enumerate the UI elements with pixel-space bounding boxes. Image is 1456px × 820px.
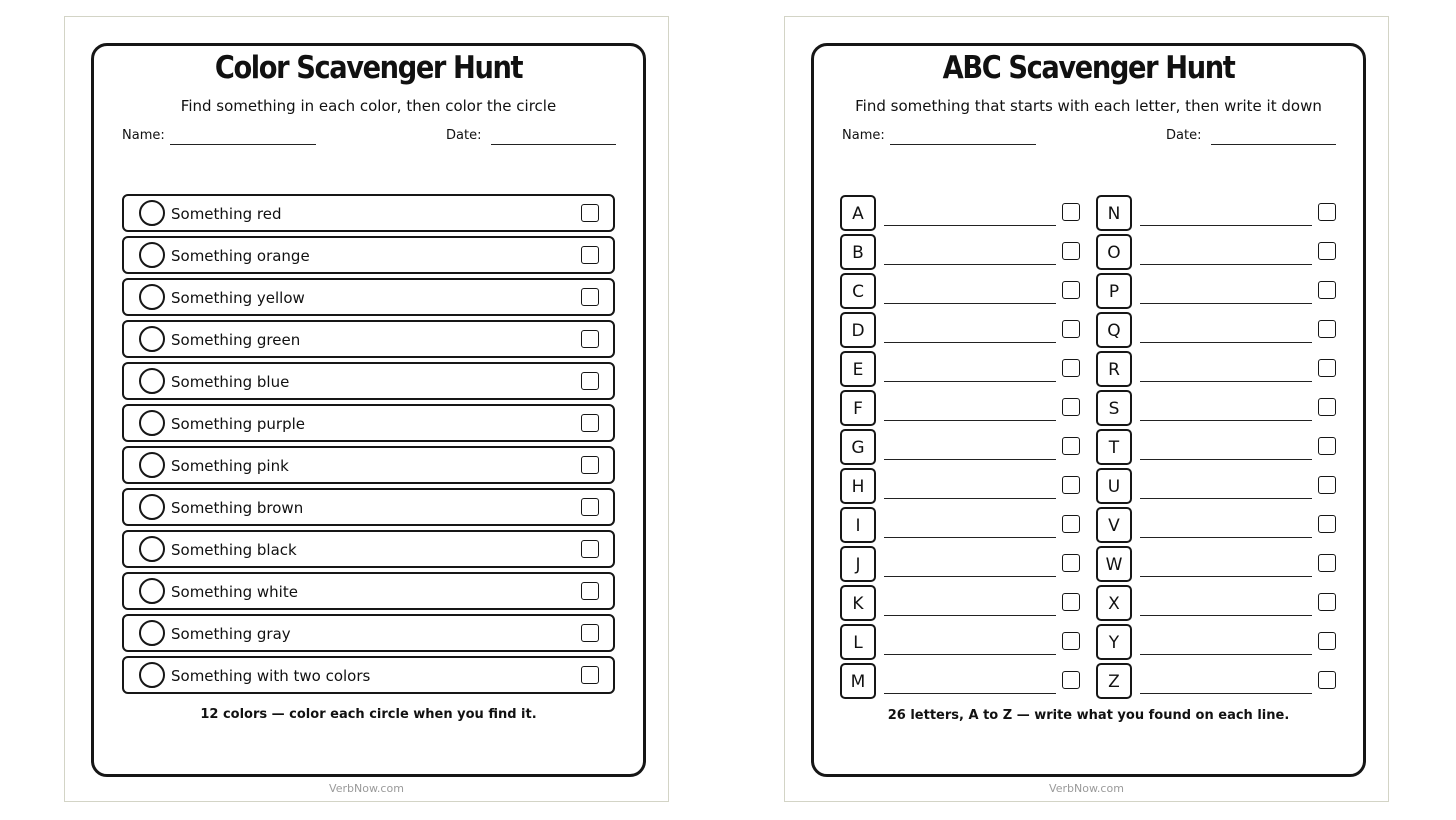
letter-box: S <box>1096 390 1132 426</box>
name-label: Name: <box>842 128 885 143</box>
letter-row <box>1096 390 1341 426</box>
letter-row <box>1096 624 1341 660</box>
answer-line[interactable] <box>884 342 1056 343</box>
answer-line[interactable] <box>884 420 1056 421</box>
abc-scavenger-sheet <box>784 16 1389 802</box>
found-checkbox[interactable] <box>1318 320 1336 338</box>
found-checkbox[interactable] <box>581 372 599 390</box>
found-checkbox[interactable] <box>1062 203 1080 221</box>
letter-box: J <box>840 546 876 582</box>
sheet-frame <box>91 43 646 777</box>
found-checkbox[interactable] <box>1062 242 1080 260</box>
color-item-row <box>122 362 615 400</box>
color-circle[interactable] <box>139 242 165 268</box>
answer-line[interactable] <box>884 225 1056 226</box>
color-scavenger-sheet <box>64 16 669 802</box>
found-checkbox[interactable] <box>581 456 599 474</box>
letter-box: T <box>1096 429 1132 465</box>
letter-row <box>840 624 1085 660</box>
letter-row <box>840 585 1085 621</box>
color-item-row <box>122 278 615 316</box>
letter-row <box>840 468 1085 504</box>
found-checkbox[interactable] <box>1318 476 1336 494</box>
color-item-row <box>122 572 615 610</box>
color-circle[interactable] <box>139 620 165 646</box>
letter-box: R <box>1096 351 1132 387</box>
letter-box: O <box>1096 234 1132 270</box>
name-label: Name: <box>122 128 165 143</box>
letter-row <box>1096 546 1341 582</box>
found-checkbox[interactable] <box>1062 632 1080 650</box>
letter-box: E <box>840 351 876 387</box>
answer-line[interactable] <box>1140 381 1312 382</box>
answer-line[interactable] <box>1140 537 1312 538</box>
found-checkbox[interactable] <box>1318 515 1336 533</box>
color-item-row <box>122 656 615 694</box>
answer-line[interactable] <box>884 459 1056 460</box>
found-checkbox[interactable] <box>1318 359 1336 377</box>
found-checkbox[interactable] <box>1062 476 1080 494</box>
found-checkbox[interactable] <box>1318 593 1336 611</box>
letter-box: X <box>1096 585 1132 621</box>
color-item-label: Something pink <box>171 457 289 475</box>
color-item-label: Something gray <box>171 625 291 643</box>
found-checkbox[interactable] <box>1062 515 1080 533</box>
letter-row <box>840 351 1085 387</box>
letter-box: M <box>840 663 876 699</box>
answer-line[interactable] <box>884 576 1056 577</box>
letter-box: L <box>840 624 876 660</box>
answer-line[interactable] <box>884 615 1056 616</box>
answer-line[interactable] <box>1140 654 1312 655</box>
letter-row <box>1096 663 1341 699</box>
answer-line[interactable] <box>884 693 1056 694</box>
color-item-label: Something white <box>171 583 298 601</box>
found-checkbox[interactable] <box>581 540 599 558</box>
letter-box: P <box>1096 273 1132 309</box>
letter-box: N <box>1096 195 1132 231</box>
answer-line[interactable] <box>884 264 1056 265</box>
color-item-label: Something with two colors <box>171 667 371 685</box>
letter-box: H <box>840 468 876 504</box>
page-title: ABC Scavenger Hunt <box>942 50 1235 86</box>
sheet-frame <box>811 43 1366 777</box>
letter-row <box>1096 429 1341 465</box>
found-checkbox[interactable] <box>581 624 599 642</box>
watermark: VerbNow.com <box>329 782 404 795</box>
letter-box: A <box>840 195 876 231</box>
color-circle[interactable] <box>139 284 165 310</box>
answer-line[interactable] <box>884 537 1056 538</box>
date-label: Date: <box>446 128 482 143</box>
letter-row <box>840 390 1085 426</box>
letter-box: I <box>840 507 876 543</box>
footnote: 12 colors — color each circle when you find it. <box>200 707 537 722</box>
color-item-row <box>122 446 615 484</box>
found-checkbox[interactable] <box>1318 437 1336 455</box>
answer-line[interactable] <box>1140 459 1312 460</box>
name-field[interactable] <box>890 144 1036 145</box>
letter-row <box>1096 312 1341 348</box>
page-title: Color Scavenger Hunt <box>214 50 523 86</box>
answer-line[interactable] <box>884 303 1056 304</box>
date-field[interactable] <box>1211 144 1336 145</box>
letter-row <box>840 507 1085 543</box>
letter-row <box>1096 234 1341 270</box>
color-item-label: Something orange <box>171 247 310 265</box>
letter-box: B <box>840 234 876 270</box>
found-checkbox[interactable] <box>1318 632 1336 650</box>
letter-row <box>840 195 1085 231</box>
letter-row <box>1096 273 1341 309</box>
letter-row <box>1096 195 1341 231</box>
found-checkbox[interactable] <box>1062 398 1080 416</box>
color-circle[interactable] <box>139 662 165 688</box>
letter-box: V <box>1096 507 1132 543</box>
color-item-label: Something brown <box>171 499 304 517</box>
answer-line[interactable] <box>1140 342 1312 343</box>
letter-box: U <box>1096 468 1132 504</box>
watermark: VerbNow.com <box>1049 782 1124 795</box>
found-checkbox[interactable] <box>1318 554 1336 572</box>
found-checkbox[interactable] <box>581 330 599 348</box>
color-circle[interactable] <box>139 536 165 562</box>
letter-row <box>840 234 1085 270</box>
date-label: Date: <box>1166 128 1202 143</box>
found-checkbox[interactable] <box>1318 281 1336 299</box>
color-item-row <box>122 236 615 274</box>
letter-box: Z <box>1096 663 1132 699</box>
found-checkbox[interactable] <box>1062 593 1080 611</box>
letter-box: C <box>840 273 876 309</box>
found-checkbox[interactable] <box>581 204 599 222</box>
found-checkbox[interactable] <box>1062 671 1080 689</box>
color-circle[interactable] <box>139 410 165 436</box>
found-checkbox[interactable] <box>581 414 599 432</box>
color-item-row <box>122 488 615 526</box>
found-checkbox[interactable] <box>1062 320 1080 338</box>
color-item-row <box>122 614 615 652</box>
letter-row <box>840 546 1085 582</box>
color-item-row <box>122 320 615 358</box>
found-checkbox[interactable] <box>581 666 599 684</box>
letter-box: K <box>840 585 876 621</box>
name-field[interactable] <box>170 144 316 145</box>
answer-line[interactable] <box>884 498 1056 499</box>
footnote: 26 letters, A to Z — write what you found on each line. <box>887 708 1290 723</box>
answer-line[interactable] <box>1140 420 1312 421</box>
found-checkbox[interactable] <box>1318 398 1336 416</box>
color-item-label: Something yellow <box>171 289 305 307</box>
found-checkbox[interactable] <box>1318 203 1336 221</box>
date-field[interactable] <box>491 144 616 145</box>
answer-line[interactable] <box>1140 576 1312 577</box>
letter-row <box>1096 468 1341 504</box>
letter-box: Q <box>1096 312 1132 348</box>
letter-row <box>1096 351 1341 387</box>
found-checkbox[interactable] <box>581 288 599 306</box>
color-item-row <box>122 194 615 232</box>
color-item-label: Something red <box>171 205 282 223</box>
letter-box: G <box>840 429 876 465</box>
color-item-label: Something blue <box>171 373 290 391</box>
page-subtitle: Find something in each color, then color the circle <box>180 97 557 115</box>
answer-line[interactable] <box>884 381 1056 382</box>
color-item-label: Something black <box>171 541 297 559</box>
letter-row <box>840 429 1085 465</box>
letter-row <box>840 663 1085 699</box>
answer-line[interactable] <box>1140 264 1312 265</box>
answer-line[interactable] <box>1140 225 1312 226</box>
color-circle[interactable] <box>139 326 165 352</box>
letter-row <box>1096 507 1341 543</box>
answer-line[interactable] <box>1140 498 1312 499</box>
found-checkbox[interactable] <box>1062 554 1080 572</box>
color-item-row <box>122 530 615 568</box>
color-item-row <box>122 404 615 442</box>
answer-line[interactable] <box>1140 303 1312 304</box>
color-item-label: Something purple <box>171 415 306 433</box>
letter-box: D <box>840 312 876 348</box>
found-checkbox[interactable] <box>1062 437 1080 455</box>
found-checkbox[interactable] <box>581 246 599 264</box>
found-checkbox[interactable] <box>1062 281 1080 299</box>
answer-line[interactable] <box>884 654 1056 655</box>
answer-line[interactable] <box>1140 693 1312 694</box>
color-item-label: Something green <box>171 331 301 349</box>
letter-box: Y <box>1096 624 1132 660</box>
found-checkbox[interactable] <box>581 582 599 600</box>
letter-row <box>840 273 1085 309</box>
color-circle[interactable] <box>139 368 165 394</box>
page-subtitle: Find something that starts with each letter, then write it down <box>855 97 1322 115</box>
found-checkbox[interactable] <box>1062 359 1080 377</box>
color-circle[interactable] <box>139 200 165 226</box>
letter-row <box>1096 585 1341 621</box>
color-circle[interactable] <box>139 578 165 604</box>
color-circle[interactable] <box>139 494 165 520</box>
letter-box: W <box>1096 546 1132 582</box>
found-checkbox[interactable] <box>1318 242 1336 260</box>
found-checkbox[interactable] <box>1318 671 1336 689</box>
answer-line[interactable] <box>1140 615 1312 616</box>
color-circle[interactable] <box>139 452 165 478</box>
letter-row <box>840 312 1085 348</box>
letter-box: F <box>840 390 876 426</box>
found-checkbox[interactable] <box>581 498 599 516</box>
